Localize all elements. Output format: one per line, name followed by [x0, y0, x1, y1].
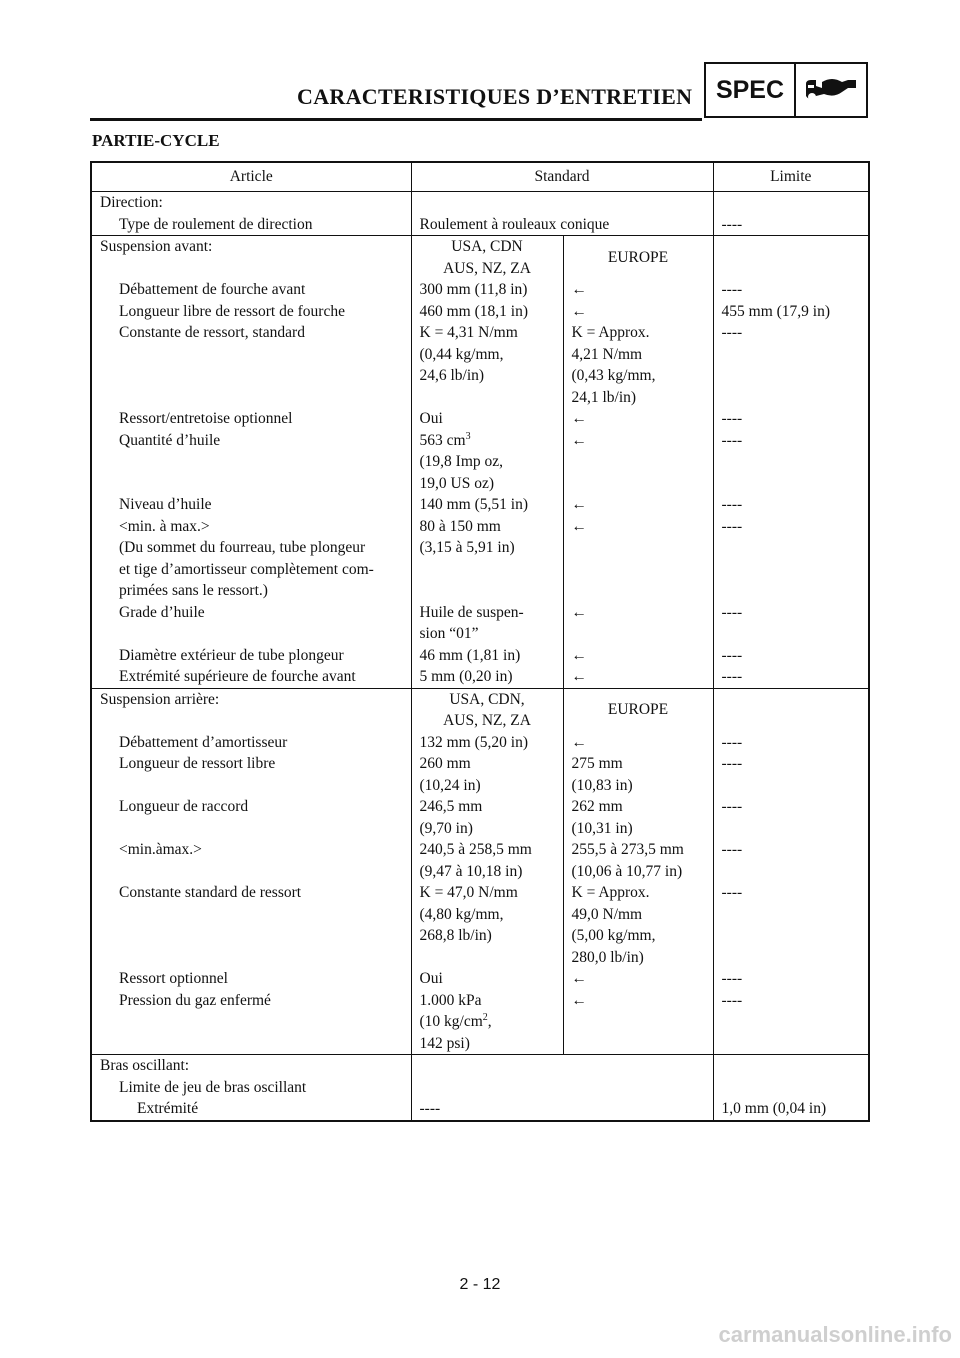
cell-europe: 275 mm (10,83 in) — [563, 753, 713, 796]
cell-europe: ← — [563, 301, 713, 323]
table-row — [91, 516, 869, 602]
table-row — [91, 192, 869, 214]
cell-europe: ← — [563, 516, 713, 602]
cell-limit: ---- — [713, 494, 869, 516]
cell-standard — [411, 1055, 713, 1077]
cell-standard: ---- — [419, 1100, 441, 1117]
cell-europe: ← — [563, 494, 713, 516]
cell-limit — [713, 688, 869, 732]
motorcycle-wrench-icon — [802, 76, 862, 111]
cell-limit: ---- — [713, 666, 869, 688]
cell-limit: ---- — [713, 279, 869, 301]
cell-limit: ---- — [713, 516, 869, 602]
value-text: , 142 psi) — [419, 1013, 492, 1052]
table-row — [91, 301, 869, 323]
cell-standard — [411, 192, 713, 214]
cell-europe: ← — [563, 732, 713, 754]
row-label: Pression du gaz enfermé — [91, 990, 411, 1055]
table-row — [91, 968, 869, 990]
table-row — [91, 753, 869, 796]
cell-limit: ---- — [713, 322, 869, 408]
table-row — [91, 322, 869, 408]
region-usa: USA, CDN AUS, NZ, ZA — [411, 236, 563, 280]
cell-usa: 5 mm (0,20 in) — [411, 666, 563, 688]
table-row — [91, 688, 869, 732]
header-rule — [90, 118, 702, 121]
cell-usa: K = 4,31 N/mm (0,44 kg/mm, 24,6 lb/in) — [411, 322, 563, 408]
row-label: Débattement d’amortisseur — [91, 732, 411, 754]
table-row — [91, 279, 869, 301]
table-row — [91, 839, 869, 882]
header-limite: Limite — [713, 162, 869, 192]
cell-usa: 80 à 150 mm (3,15 à 5,91 in) — [411, 516, 563, 602]
region-usa: USA, CDN, AUS, NZ, ZA — [411, 688, 563, 732]
table-header-row — [91, 162, 869, 192]
section-title: PARTIE-CYCLE — [92, 131, 220, 150]
table-row — [91, 645, 869, 667]
cell-europe: ← — [563, 666, 713, 688]
header-standard: Standard — [411, 162, 713, 192]
page-number: 2 - 12 — [459, 1276, 501, 1293]
row-label: Constante de ressort, standard — [91, 322, 411, 408]
cell-limit: 455 mm (17,9 in) — [713, 301, 869, 323]
table-row — [91, 1098, 869, 1121]
cell-europe: K = Approx. 49,0 N/mm (5,00 kg/mm, 280,0 lb/in) — [563, 882, 713, 968]
cell-limit: ---- — [713, 990, 869, 1055]
row-label: Niveau d’huile — [91, 494, 411, 516]
table-row — [91, 236, 869, 280]
group-label: Suspension avant: — [91, 236, 411, 280]
cell-limit — [713, 192, 869, 214]
sub-label: Limite de jeu de bras oscillant — [91, 1077, 411, 1099]
cell-limit: ---- — [713, 214, 869, 236]
table-row — [91, 214, 869, 236]
cell-limit: ---- — [713, 602, 869, 645]
cell-usa: 132 mm (5,20 in) — [411, 732, 563, 754]
cell-limit: ---- — [713, 753, 869, 796]
row-label: Ressort/entretoise optionnel — [91, 408, 411, 430]
row-label: Type de roulement de direction — [91, 214, 411, 236]
cell-limit: 1,0 mm (0,04 in) — [713, 1098, 869, 1121]
cell-usa: Oui — [411, 968, 563, 990]
cell-europe: ← — [563, 602, 713, 645]
cell-usa: 240,5 à 258,5 mm (9,47 à 10,18 in) — [411, 839, 563, 882]
cell-limit: ---- — [713, 968, 869, 990]
cell-limit: ---- — [713, 839, 869, 882]
cell-limit: ---- — [713, 408, 869, 430]
cell-standard: Roulement à rouleaux conique — [419, 215, 610, 233]
cell-europe: ← — [563, 408, 713, 430]
region-europe: EUROPE — [563, 236, 713, 280]
row-label: Constante standard de ressort — [91, 882, 411, 968]
table-row — [91, 1077, 869, 1099]
table-row — [91, 796, 869, 839]
cell-europe: 255,5 à 273,5 mm (10,06 à 10,77 in) — [563, 839, 713, 882]
cell-usa — [411, 430, 563, 495]
cell-usa: 46 mm (1,81 in) — [411, 645, 563, 667]
cell-europe: ← — [563, 645, 713, 667]
cell-usa: Oui — [411, 408, 563, 430]
cell-europe: K = Approx. 4,21 N/mm (0,43 kg/mm, 24,1 lb/in) — [563, 322, 713, 408]
cell-limit — [713, 1077, 869, 1099]
value-text: 563 cm — [419, 431, 466, 449]
table-row — [91, 990, 869, 1055]
cell-limit — [713, 236, 869, 280]
superscript: 2 — [482, 1011, 488, 1023]
watermark: carmanualsonline.info — [718, 1322, 952, 1347]
cell-europe: ← — [563, 279, 713, 301]
row-label: Diamètre extérieur de tube plongeur — [91, 645, 411, 667]
value-text: 1.000 kPa (10 kg/cm — [419, 991, 483, 1030]
cell-usa: Huile de suspen- sion “01” — [411, 602, 563, 645]
row-label: Quantité d’huile — [91, 430, 411, 495]
table-row — [91, 602, 869, 645]
table-row — [91, 882, 869, 968]
cell-limit — [713, 1055, 869, 1077]
cell-limit: ---- — [713, 796, 869, 839]
cell-usa: 246,5 mm (9,70 in) — [411, 796, 563, 839]
row-label: Longueur libre de ressort de fourche — [91, 301, 411, 323]
row-label: Grade d’huile — [91, 602, 411, 645]
row-label: Ressort optionnel — [91, 968, 411, 990]
region-europe: EUROPE — [563, 688, 713, 732]
cell-usa: 300 mm (11,8 in) — [411, 279, 563, 301]
cell-limit: ---- — [713, 732, 869, 754]
table-row — [91, 494, 869, 516]
row-label: Longueur de ressort libre — [91, 753, 411, 796]
spec-table — [90, 161, 870, 1122]
table-row — [91, 408, 869, 430]
table-row — [91, 430, 869, 495]
cell-usa — [411, 990, 563, 1055]
cell-usa: 140 mm (5,51 in) — [411, 494, 563, 516]
row-label: <min.àmax.> — [91, 839, 411, 882]
group-label: Suspension arrière: — [91, 688, 411, 732]
row-label: Longueur de raccord — [91, 796, 411, 839]
superscript: 3 — [465, 430, 471, 442]
row-label: <min. à max.> (Du sommet du fourreau, tube plongeur et tige d’amortisseur complètement com- primées sans le ressort.) — [91, 516, 411, 602]
cell-limit: ---- — [713, 882, 869, 968]
table-row — [91, 732, 869, 754]
row-label: Extrémité — [91, 1098, 411, 1121]
cell-europe: ← — [563, 990, 713, 1055]
cell-limit: ---- — [713, 645, 869, 667]
cell-usa: K = 47,0 N/mm (4,80 kg/mm, 268,8 lb/in) — [411, 882, 563, 968]
row-label: Extrémité supérieure de fourche avant — [91, 666, 411, 688]
group-label: Direction: — [91, 192, 411, 214]
value-text: (19,8 Imp oz, 19,0 US oz) — [419, 453, 504, 492]
table-row — [91, 1055, 869, 1077]
cell-europe: ← — [563, 430, 713, 495]
spec-label: SPEC — [706, 64, 796, 116]
cell-standard — [411, 1077, 713, 1099]
cell-europe: 262 mm (10,31 in) — [563, 796, 713, 839]
cell-usa: 260 mm (10,24 in) — [411, 753, 563, 796]
cell-europe: ← — [563, 968, 713, 990]
spec-badge — [704, 62, 868, 118]
group-label: Bras oscillant: — [91, 1055, 411, 1077]
cell-usa: 460 mm (18,1 in) — [411, 301, 563, 323]
cell-limit: ---- — [713, 430, 869, 495]
header-article: Article — [91, 162, 411, 192]
page-title: CARACTERISTIQUES D’ENTRETIEN — [297, 84, 693, 109]
row-label: Débattement de fourche avant — [91, 279, 411, 301]
table-row — [91, 666, 869, 688]
